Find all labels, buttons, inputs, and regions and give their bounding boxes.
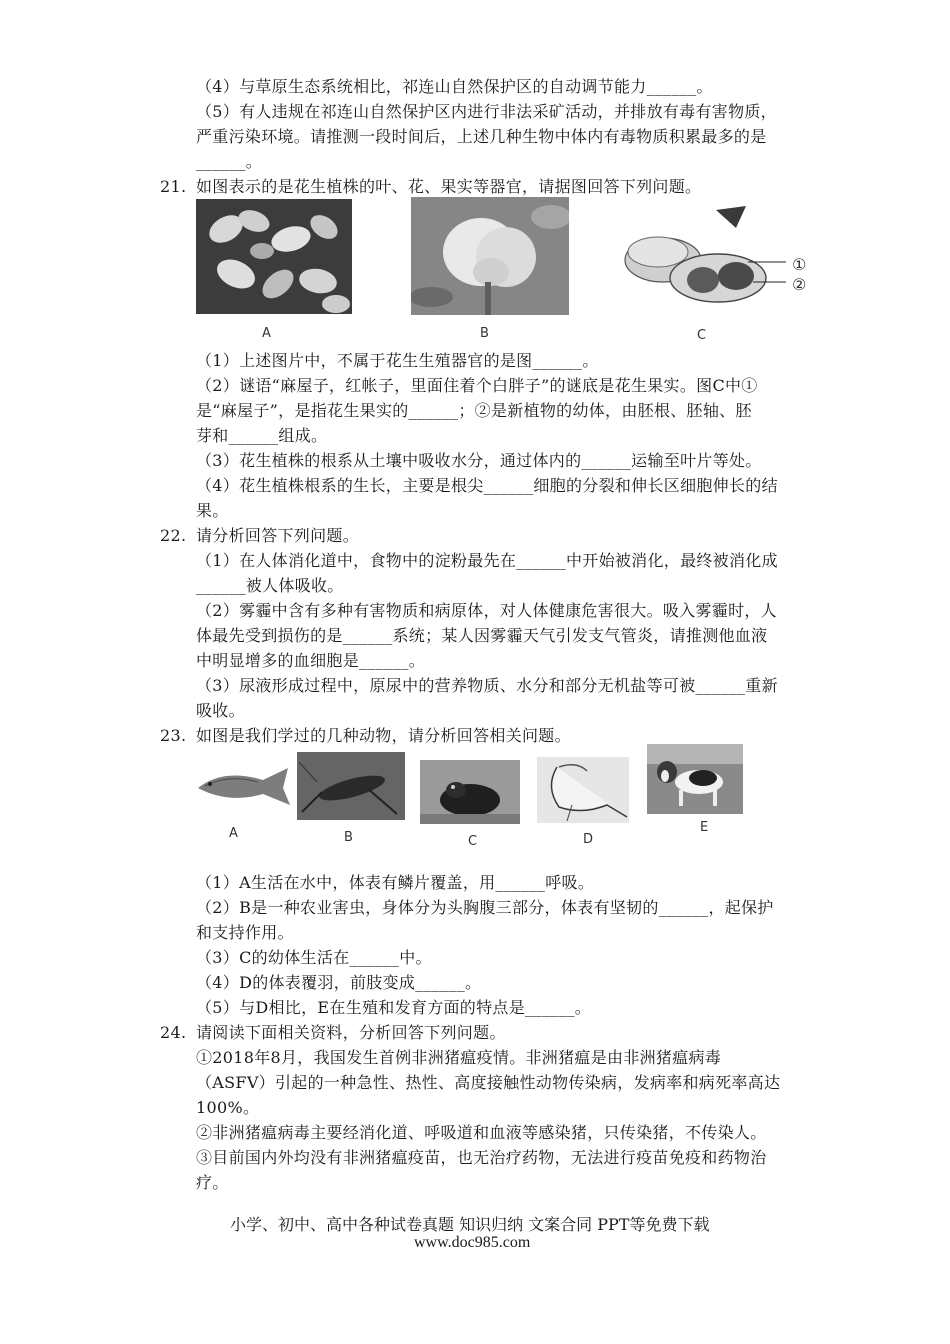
q21-number: 21. bbox=[160, 177, 187, 196]
q22-stem: 请分析回答下列问题。 bbox=[196, 526, 360, 545]
q20-sub4: （4）与草原生态系统相比，祁连山自然保护区的自动调节能力______。 bbox=[196, 77, 713, 96]
q23-number: 23. bbox=[160, 726, 187, 745]
q23-stem: 如图是我们学过的几种动物，请分析回答相关问题。 bbox=[196, 726, 571, 745]
q21-sub4-line1: （4）花生植株根系的生长，主要是根尖______细胞的分裂和伸长区细胞伸长的结 bbox=[196, 476, 778, 495]
peanut-fruit-diagram bbox=[618, 200, 788, 312]
locust-photo bbox=[297, 752, 405, 820]
fig21-label-a: A bbox=[262, 326, 271, 341]
q22-sub1-line1: （1）在人体消化道中，食物中的淀粉最先在______中开始被消化，最终被消化成 bbox=[196, 551, 778, 570]
frog-photo bbox=[420, 760, 520, 824]
fig23-label-c: C bbox=[468, 834, 478, 849]
fig21-label-b: B bbox=[480, 326, 489, 341]
q23-sub1: （1）A生活在水中，体表有鳞片覆盖，用______呼吸。 bbox=[196, 873, 595, 892]
q23-sub2-line2: 和支持作用。 bbox=[196, 923, 294, 942]
peanut-leaf-photo bbox=[196, 199, 352, 314]
fig23-label-b: B bbox=[344, 830, 353, 845]
q21-sub4-line2: 果。 bbox=[196, 501, 229, 520]
q21-sub2-line3: 芽和______组成。 bbox=[196, 426, 328, 445]
q22-sub2-line2: 体最先受到损伤的是______系统；某人因雾霾天气引发支气管炎，请推测他血液 bbox=[196, 626, 768, 645]
q24-number: 24. bbox=[160, 1023, 187, 1042]
q24-stem: 请阅读下面相关资料，分析回答下列问题。 bbox=[196, 1023, 506, 1042]
marker-2: ② bbox=[792, 275, 807, 294]
q21-sub2-line1: （2）谜语“麻屋子，红帐子，里面住着个白胖子”的谜底是花生果实。图C中① bbox=[196, 376, 758, 395]
marker-1: ① bbox=[792, 255, 807, 274]
q20-sub5-line1: （5）有人违规在祁连山自然保护区内进行非法采矿活动，并排放有毒有害物质， bbox=[196, 102, 777, 121]
fig23-label-d: D bbox=[583, 832, 594, 847]
q22-sub2-line3: 中明显增多的血细胞是______。 bbox=[196, 651, 426, 670]
q20-sub5-line2: 严重污染环境。请推测一段时间后，上述几种生物中体内有毒物质积累最多的是 bbox=[196, 127, 767, 146]
fig23-label-a: A bbox=[229, 826, 238, 841]
q22-sub1-line2: ______被人体吸收。 bbox=[196, 576, 344, 595]
q23-sub3: （3）C的幼体生活在______中。 bbox=[196, 948, 432, 967]
bird-photo bbox=[537, 757, 629, 823]
q24-material1-line2: （ASFV）引起的一种急性、热性、高度接触性动物传染病，发病率和病死率高达 bbox=[196, 1073, 781, 1092]
fig21-label-c: C bbox=[697, 328, 707, 343]
q20-sub5-line3: ______。 bbox=[196, 152, 263, 171]
q22-sub3-line1: （3）尿液形成过程中，原尿中的营养物质、水分和部分无机盐等可被______重新 bbox=[196, 676, 778, 695]
q22-sub3-line2: 吸收。 bbox=[196, 701, 245, 720]
q24-material3-line2: 疗。 bbox=[196, 1173, 229, 1192]
q23-sub5: （5）与D相比，E在生殖和发育方面的特点是______。 bbox=[196, 998, 592, 1017]
q22-number: 22. bbox=[160, 526, 187, 545]
q24-material1-line1: ①2018年8月，我国发生首例非洲猪瘟疫情。非洲猪瘟是由非洲猪瘟病毒 bbox=[196, 1048, 722, 1067]
q21-stem: 如图表示的是花生植株的叶、花、果实等器官，请据图回答下列问题。 bbox=[196, 177, 702, 196]
q23-sub2-line1: （2）B是一种农业害虫，身体分为头胸腹三部分，体表有坚韧的______，起保护 bbox=[196, 898, 774, 917]
q21-sub2-line2: 是“麻屋子”，是指花生果实的______；②是新植物的幼体，由胚根、胚轴、胚 bbox=[196, 401, 752, 420]
q21-sub1: （1）上述图片中，不属于花生生殖器官的是图______。 bbox=[196, 351, 599, 370]
q23-sub4: （4）D的体表覆羽，前肢变成______。 bbox=[196, 973, 482, 992]
fig23-label-e: E bbox=[700, 820, 709, 835]
footer-tagline: 小学、初中、高中各种试卷真题 知识归纳 文案合同 PPT等免费下载 bbox=[230, 1215, 710, 1234]
q21-sub3: （3）花生植株的根系从土壤中吸收水分，通过体内的______运输至叶片等处。 bbox=[196, 451, 762, 470]
peanut-flower-photo bbox=[411, 197, 569, 315]
q24-material2: ②非洲猪瘟病毒主要经消化道、呼吸道和血液等感染猪，只传染猪，不传染人。 bbox=[196, 1123, 767, 1142]
fish-photo bbox=[193, 760, 293, 810]
q24-material1-line3: 100%。 bbox=[196, 1098, 260, 1117]
dog-photo bbox=[647, 744, 743, 814]
footer-url[interactable]: www.doc985.com bbox=[414, 1234, 531, 1251]
q22-sub2-line1: （2）雾霾中含有多种有害物质和病原体，对人体健康危害很大。吸入雾霾时，人 bbox=[196, 601, 777, 620]
q24-material3-line1: ③目前国内外均没有非洲猪瘟疫苗，也无治疗药物，无法进行疫苗免疫和药物治 bbox=[196, 1148, 767, 1167]
